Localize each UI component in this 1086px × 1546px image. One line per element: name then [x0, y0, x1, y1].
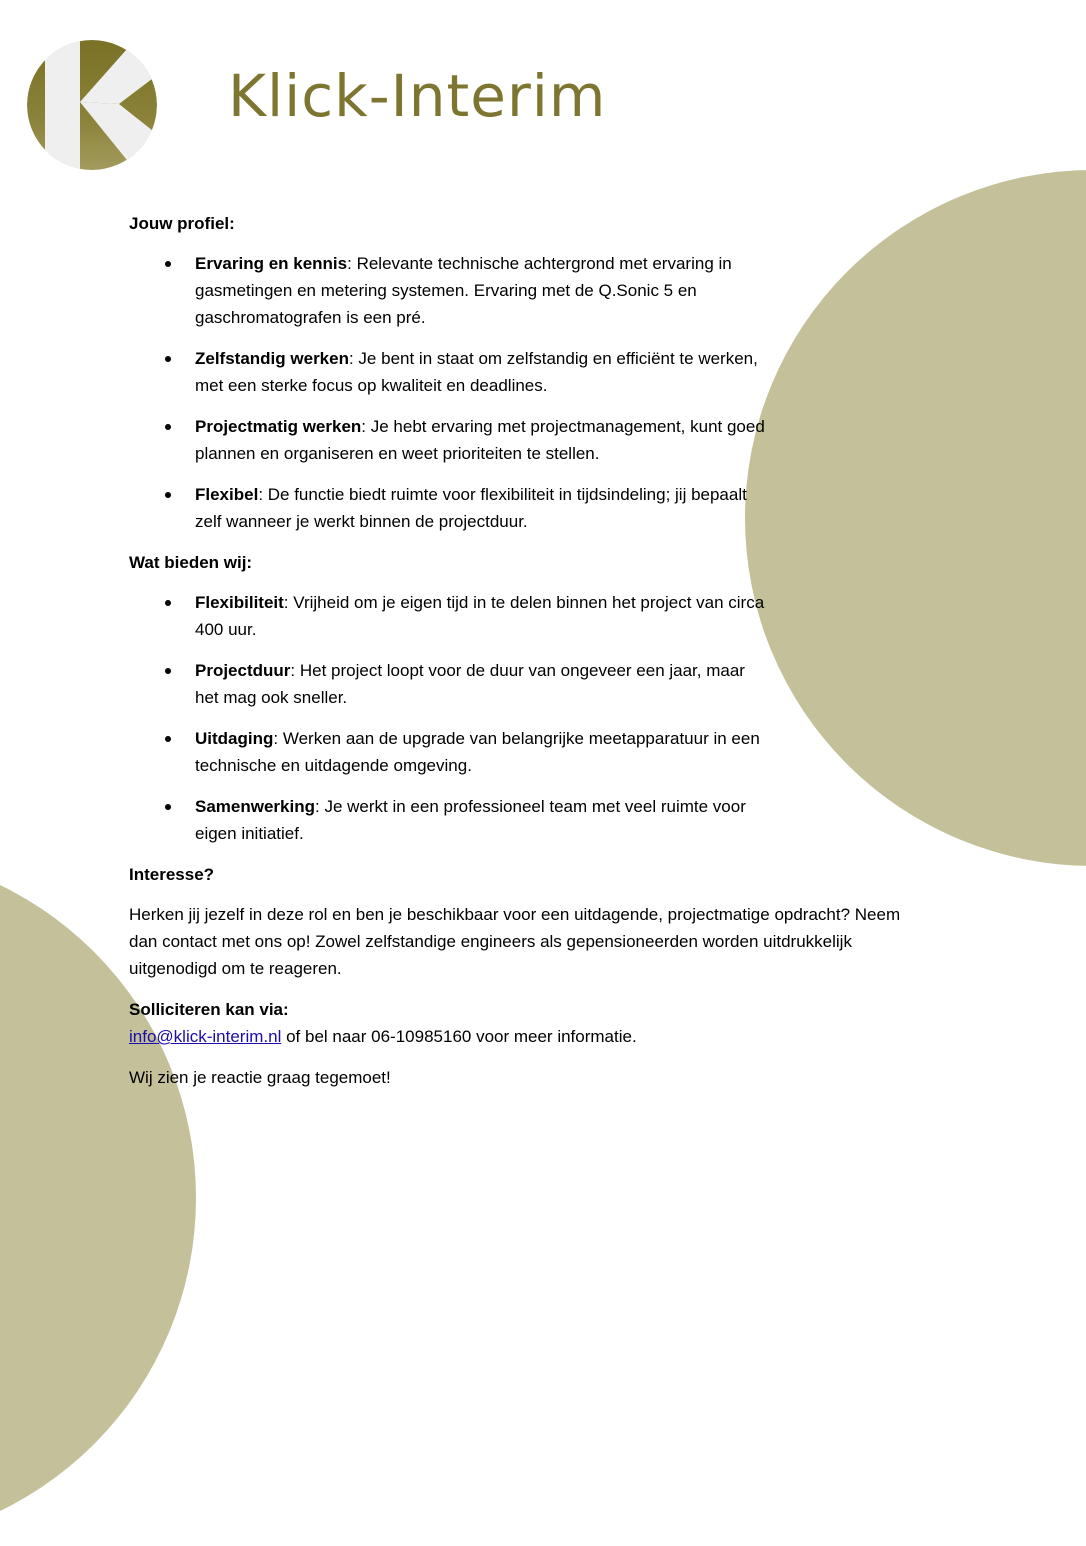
list-item-term: Flexibel	[195, 485, 259, 504]
k-logo-icon	[27, 40, 157, 170]
list-item-text: : Je bent in staat om zelfstandig en efficiënt te werken, met een sterke focus op kwaliteit en deadlines.	[195, 349, 758, 395]
profile-heading: Jouw profiel:	[129, 214, 235, 233]
list-item-term: Projectmatig werken	[195, 417, 362, 436]
list-item	[195, 250, 765, 331]
list-item	[195, 793, 765, 847]
document-content	[129, 210, 929, 1105]
list-item	[195, 481, 765, 535]
interest-heading: Interesse?	[129, 865, 215, 884]
interest-paragraph: Herken jij jezelf in deze rol en ben je beschikbaar voor een uitdagende, projectmatige opdracht? Neem dan contact met ons op! Zowel zelfstandige engineers als gepensioneerden worden uitdrukkelijk uitgenodigd om te reageren.	[129, 905, 901, 978]
list-item	[195, 345, 765, 399]
closing-line: Wij zien je reactie graag tegemoet!	[129, 1068, 391, 1087]
list-item-term: Ervaring en kennis	[195, 254, 348, 273]
list-item-text: : De functie biedt ruimte voor flexibiliteit in tijdsindeling; jij bepaalt zelf wanneer je werkt binnen de projectduur.	[195, 485, 747, 531]
apply-text: of bel naar 06-10985160 voor meer informatie.	[281, 1027, 637, 1046]
list-item-text: : Je hebt ervaring met projectmanagement, kunt goed plannen en organiseren en weet prioriteiten te stellen.	[195, 417, 765, 463]
list-item	[195, 589, 765, 643]
apply-heading: Solliciteren kan via:	[129, 1000, 289, 1019]
profile-list	[129, 250, 929, 535]
list-item-term: Samenwerking	[195, 797, 315, 816]
list-item	[195, 413, 765, 467]
list-item-term: Flexibiliteit	[195, 593, 284, 612]
list-item-text: : Werken aan de upgrade van belangrijke meetapparatuur in een technische en uitdagende omgeving.	[195, 729, 760, 775]
list-item-term: Uitdaging	[195, 729, 274, 748]
list-item-text: : Vrijheid om je eigen tijd in te delen binnen het project van circa 400 uur.	[195, 593, 765, 639]
list-item-text: : Het project loopt voor de duur van ongeveer een jaar, maar het mag ook sneller.	[195, 661, 745, 707]
list-item-text: : Je werkt in een professioneel team met veel ruimte voor eigen initiatief.	[195, 797, 746, 843]
email-link[interactable]: info@klick-interim.nl	[129, 1027, 282, 1046]
list-item	[195, 725, 765, 779]
offer-heading: Wat bieden wij:	[129, 553, 253, 572]
list-item-term: Zelfstandig werken	[195, 349, 349, 368]
apply-line	[129, 1023, 929, 1050]
list-item-text: : Relevante technische achtergrond met ervaring in gasmetingen en metering systemen. Ervaring met de Q.Sonic 5 en gaschromatografen is een pré.	[195, 254, 732, 327]
list-item-term: Projectduur	[195, 661, 291, 680]
offer-list	[129, 589, 929, 847]
brand-name: Klick-Interim	[228, 62, 607, 130]
apply-section	[129, 996, 929, 1050]
list-item	[195, 657, 765, 711]
